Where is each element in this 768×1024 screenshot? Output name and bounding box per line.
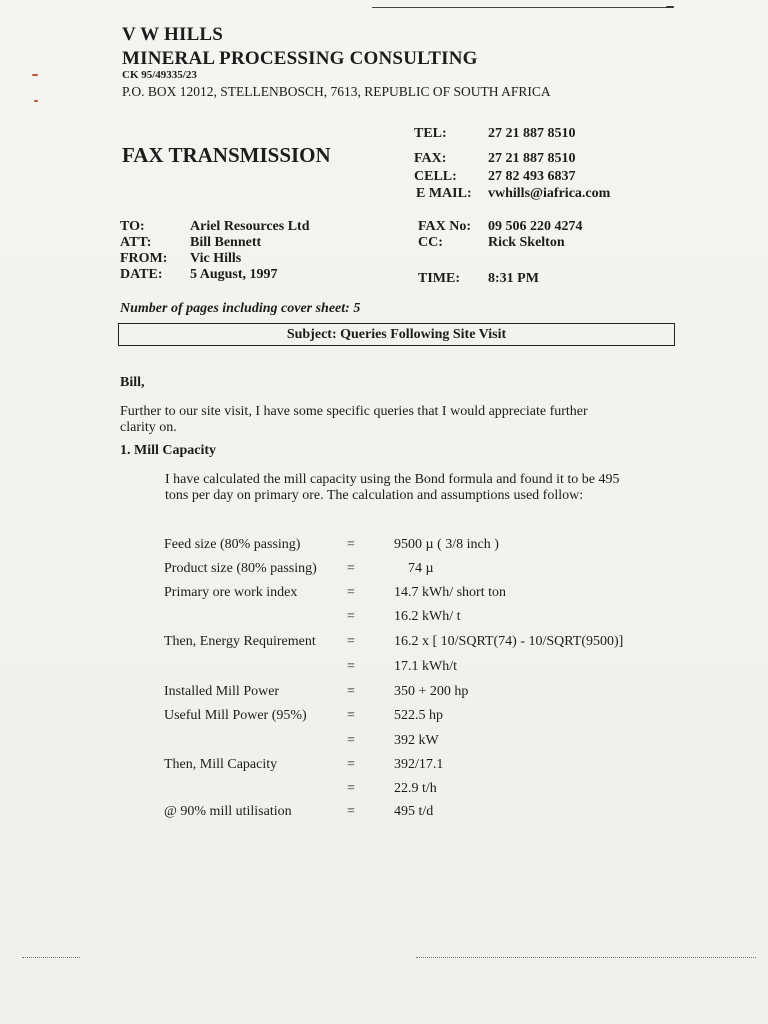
top-rule [372, 7, 672, 8]
calc-value: 16.2 kWh/ t [394, 609, 461, 624]
calc-label: Then, Energy Requirement [164, 634, 316, 649]
calc-label: Product size (80% passing) [164, 561, 317, 576]
cell-label: CELL: [414, 169, 457, 184]
calc-value: 14.7 kWh/ short ton [394, 585, 506, 600]
calc-operator: = [347, 537, 355, 552]
date-label: DATE: [120, 267, 163, 282]
email-label: E MAIL: [416, 186, 472, 201]
from-label: FROM: [120, 251, 168, 266]
footer-dotted-rule [416, 957, 756, 958]
calc-operator: = [347, 585, 355, 600]
company-registration: CK 95/49335/23 [122, 69, 197, 81]
subject-line: Subject: Queries Following Site Visit [286, 327, 507, 342]
calc-operator: = [347, 757, 355, 772]
calc-operator: = [347, 659, 355, 674]
section-heading: 1. Mill Capacity [120, 443, 217, 458]
cell-value: 27 82 493 6837 [488, 169, 576, 184]
calc-value: 16.2 x [ 10/SQRT(74) - 10/SQRT(9500)] [394, 634, 624, 649]
from-value: Vic Hills [190, 251, 242, 266]
fax-value: 27 21 887 8510 [488, 151, 576, 166]
calc-operator: = [347, 733, 355, 748]
calc-value: 9500 µ ( 3/8 inch ) [394, 537, 499, 552]
calc-value: 392/17.1 [394, 757, 444, 772]
calc-value: 350 + 200 hp [394, 684, 469, 699]
calc-operator: = [347, 684, 355, 699]
intro-line-1: Further to our site visit, I have some specific queries that I would appreciate further [120, 404, 588, 419]
paper-speck [34, 100, 38, 102]
calc-value: 392 kW [394, 733, 439, 748]
calc-value: 17.1 kWh/t [394, 659, 457, 674]
time-label: TIME: [418, 271, 460, 286]
tel-value: 27 21 887 8510 [488, 126, 576, 141]
calc-value: 22.9 t/h [394, 781, 437, 796]
company-name: MINERAL PROCESSING CONSULTING [122, 48, 478, 69]
section-text-line-2: tons per day on primary ore. The calculation and assumptions used follow: [165, 488, 584, 503]
paper-speck [666, 6, 674, 8]
date-value: 5 August, 1997 [190, 267, 278, 282]
to-value: Ariel Resources Ltd [190, 219, 310, 234]
time-value: 8:31 PM [488, 271, 539, 286]
company-address: P.O. BOX 12012, STELLENBOSCH, 7613, REPUBLIC OF SOUTH AFRICA [122, 84, 551, 99]
consultant-name: V W HILLS [122, 24, 224, 45]
to-label: TO: [120, 219, 145, 234]
paper-speck [32, 74, 38, 76]
greeting: Bill, [120, 375, 145, 390]
calc-operator: = [347, 561, 355, 576]
subject-box [118, 323, 675, 346]
att-value: Bill Bennett [190, 235, 262, 250]
att-label: ATT: [120, 235, 152, 250]
cc-label: CC: [418, 235, 443, 250]
calc-operator: = [347, 634, 355, 649]
calc-label: Useful Mill Power (95%) [164, 708, 307, 723]
calc-label: Installed Mill Power [164, 684, 280, 699]
tel-label: TEL: [414, 126, 447, 141]
calc-value: 495 t/d [394, 804, 434, 819]
intro-line-2: clarity on. [120, 420, 177, 435]
calc-value: 74 µ [408, 561, 434, 576]
calc-operator: = [347, 781, 355, 796]
page-title: FAX TRANSMISSION [122, 143, 331, 167]
cc-value: Rick Skelton [488, 235, 565, 250]
footer-dotted-rule [22, 957, 80, 958]
email-value: vwhills@iafrica.com [488, 186, 611, 201]
calc-operator: = [347, 708, 355, 723]
calc-operator: = [347, 609, 355, 624]
calc-label: @ 90% mill utilisation [164, 804, 292, 819]
fax-no-value: 09 506 220 4274 [488, 219, 583, 234]
fax-label: FAX: [414, 151, 447, 166]
calc-value: 522.5 hp [394, 708, 443, 723]
calc-label: Feed size (80% passing) [164, 537, 301, 552]
fax-no-label: FAX No: [418, 219, 472, 234]
page-count-note: Number of pages including cover sheet: 5 [120, 301, 361, 316]
calc-label: Then, Mill Capacity [164, 757, 278, 772]
section-text-line-1: I have calculated the mill capacity using the Bond formula and found it to be 495 [165, 472, 620, 487]
calc-label: Primary ore work index [164, 585, 298, 600]
calc-operator: = [347, 804, 355, 819]
